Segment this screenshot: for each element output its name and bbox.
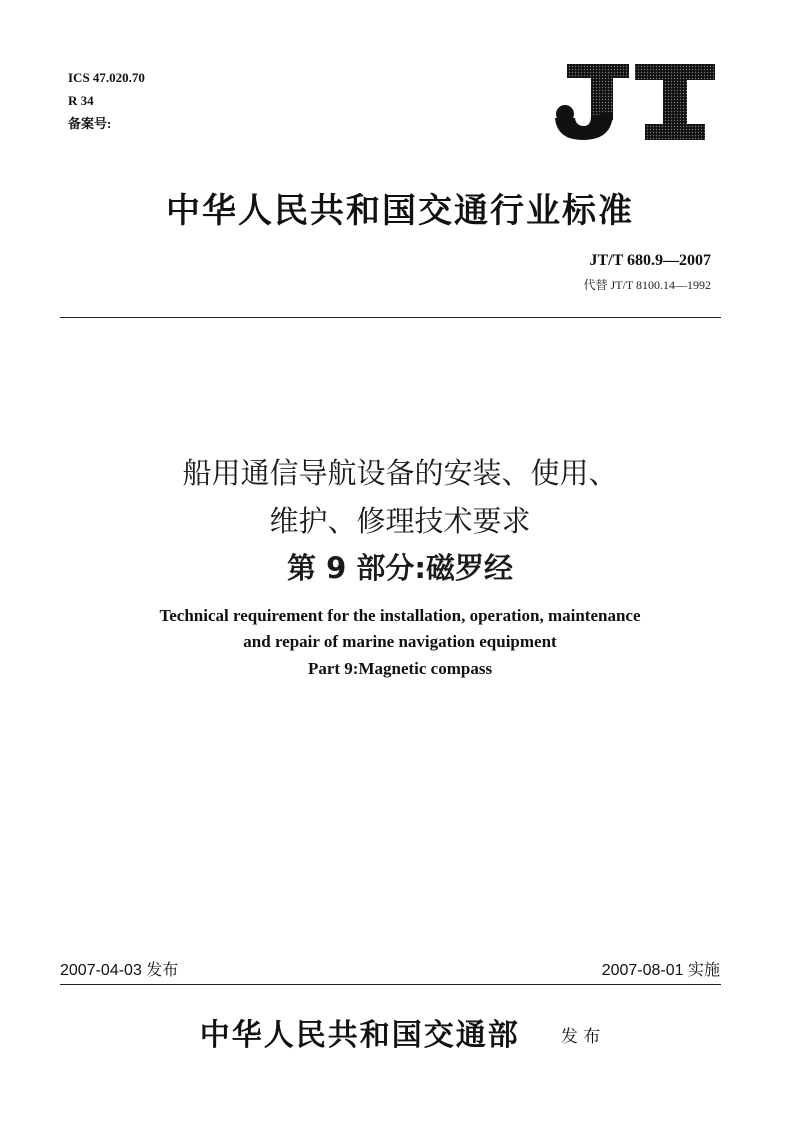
bottom-divider <box>60 984 721 985</box>
title-en-line-2: and repair of marine navigation equipment <box>243 632 557 651</box>
title-cn-line-3: 第 9 部分:磁罗经 <box>287 551 513 585</box>
issue-action: 发 布 <box>560 1027 601 1047</box>
ics-code: ICS 47.020.70 <box>68 70 145 85</box>
standard-category-title: 中华人民共和国交通行业标准 <box>166 191 634 231</box>
effective-date: 2007-08-01 实施 <box>601 962 720 979</box>
filing-number: 备案号: <box>68 116 112 131</box>
issue-date: 2007-04-03 发布 <box>60 962 179 979</box>
replaces-standard: 代替 JT/T 8100.14—1992 <box>583 278 711 292</box>
jt-logo <box>553 62 717 142</box>
top-divider <box>60 317 721 318</box>
document-metadata <box>68 66 145 135</box>
standard-number-block <box>584 252 711 293</box>
classification-code: R 34 <box>68 93 94 108</box>
jt-logo-graphic <box>553 62 717 142</box>
issuer-block <box>0 1010 800 1054</box>
title-en-line-1: Technical requirement for the installation, operation, maintenance <box>159 606 641 625</box>
title-cn-line-1: 船用通信导航设备的安装、使用、 <box>182 456 618 490</box>
title-cn-line-2: 维护、修理技术要求 <box>269 504 531 538</box>
standard-number: JT/T 680.9—2007 <box>589 252 711 269</box>
title-en-line-3: Part 9:Magnetic compass <box>307 659 493 678</box>
issuing-organization: 中华人民共和国交通部 <box>199 1018 520 1053</box>
